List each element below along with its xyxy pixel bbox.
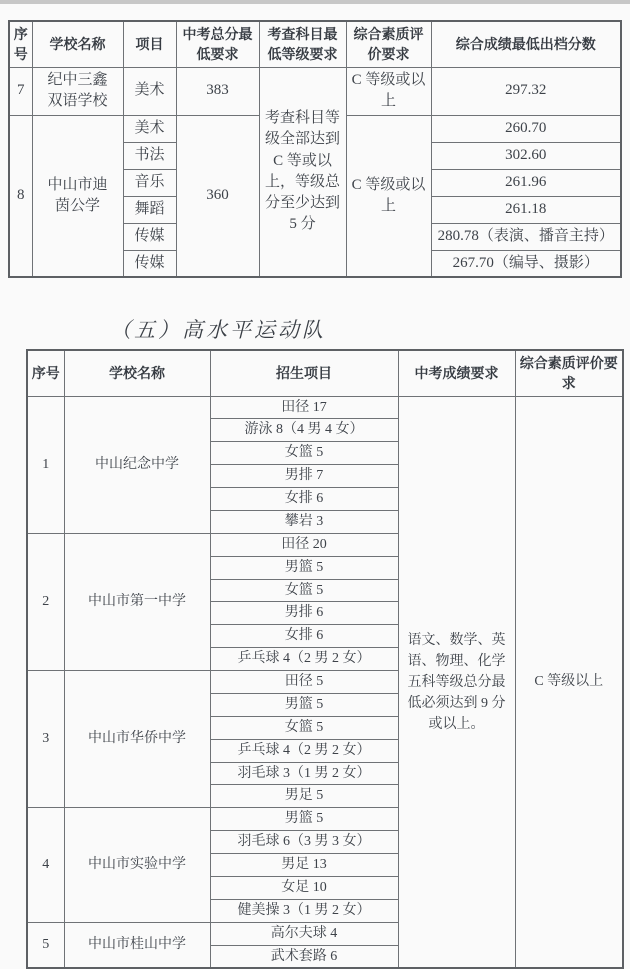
quality-cell: C 等级或以上 bbox=[346, 67, 431, 115]
sports-teams-table bbox=[26, 349, 624, 969]
min-filing-cell: 261.18 bbox=[431, 196, 621, 223]
recruit-item-cell: 乒乓球 4（2 男 2 女） bbox=[210, 648, 398, 671]
project-cell: 传媒 bbox=[123, 223, 176, 250]
recruit-item-cell: 男篮 5 bbox=[210, 556, 398, 579]
serial-cell: 1 bbox=[27, 396, 64, 533]
col-header-project: 项目 bbox=[123, 21, 176, 67]
min-filing-cell: 267.70（编导、摄影） bbox=[431, 250, 621, 277]
school-cell: 中山市迪茵公学 bbox=[32, 115, 123, 277]
project-cell: 舞蹈 bbox=[123, 196, 176, 223]
recruit-item-cell: 攀岩 3 bbox=[210, 510, 398, 533]
min-total-cell: 383 bbox=[176, 67, 259, 115]
school-cell: 中山市实验中学 bbox=[64, 808, 210, 922]
recruit-item-cell: 乒乓球 4（2 男 2 女） bbox=[210, 739, 398, 762]
recruit-item-cell: 男排 6 bbox=[210, 602, 398, 625]
project-cell: 书法 bbox=[123, 142, 176, 169]
exam-score-requirement-cell: 语文、数学、英语、物理、化学五科等级总分最低必须达到 9 分或以上。 bbox=[398, 396, 515, 968]
recruit-item-cell: 女足 10 bbox=[210, 876, 398, 899]
serial-cell: 2 bbox=[27, 533, 64, 670]
table2-header-row bbox=[27, 350, 623, 396]
recruit-item-cell: 女篮 5 bbox=[210, 442, 398, 465]
col-header-school: 学校名称 bbox=[64, 350, 210, 396]
recruit-item-cell: 男足 5 bbox=[210, 785, 398, 808]
col-header-serial: 序号 bbox=[27, 350, 64, 396]
col-header-min-total: 中考总分最低要求 bbox=[176, 21, 259, 67]
serial-cell: 4 bbox=[27, 808, 64, 922]
min-filing-cell: 297.32 bbox=[431, 67, 621, 115]
project-cell: 传媒 bbox=[123, 250, 176, 277]
recruit-item-cell: 女排 6 bbox=[210, 625, 398, 648]
recruit-item-cell: 高尔夫球 4 bbox=[210, 922, 398, 945]
section-title: （五）高水平运动队 bbox=[110, 318, 326, 342]
recruit-item-cell: 田径 5 bbox=[210, 671, 398, 694]
quality-requirement-cell: C 等级以上 bbox=[515, 396, 623, 968]
school-cell: 中山市华侨中学 bbox=[64, 671, 210, 808]
recruit-item-cell: 武术套路 6 bbox=[210, 945, 398, 968]
recruit-item-cell: 健美操 3（1 男 2 女） bbox=[210, 899, 398, 922]
min-filing-cell: 302.60 bbox=[431, 142, 621, 169]
school-cell: 中山市第一中学 bbox=[64, 533, 210, 670]
page-top-edge bbox=[0, 0, 630, 4]
col-header-serial: 序号 bbox=[9, 21, 32, 67]
min-filing-cell: 280.78（表演、播音主持） bbox=[431, 223, 621, 250]
col-header-exam-grade: 考查科目最低等级要求 bbox=[259, 21, 346, 67]
recruit-item-cell: 羽毛球 3（1 男 2 女） bbox=[210, 762, 398, 785]
recruit-item-cell: 田径 17 bbox=[210, 396, 398, 419]
school-cell: 纪中三鑫双语学校 bbox=[32, 67, 123, 115]
col-header-school: 学校名称 bbox=[32, 21, 123, 67]
school-cell: 中山纪念中学 bbox=[64, 396, 210, 533]
project-cell: 美术 bbox=[123, 115, 176, 142]
col-header-quality: 综合素质评价要求 bbox=[515, 350, 623, 396]
exam-subject-requirement-cell: 考查科目等级全部达到 C 等或以上，等级总分至少达到 5 分 bbox=[259, 67, 346, 277]
project-cell: 音乐 bbox=[123, 169, 176, 196]
table-row bbox=[27, 396, 623, 419]
quality-cell: C 等级或以上 bbox=[346, 115, 431, 277]
recruit-item-cell: 男足 13 bbox=[210, 854, 398, 877]
recruit-item-cell: 男排 7 bbox=[210, 465, 398, 488]
arts-admission-table bbox=[8, 20, 622, 278]
min-filing-cell: 260.70 bbox=[431, 115, 621, 142]
col-header-exam-score: 中考成绩要求 bbox=[398, 350, 515, 396]
min-filing-cell: 261.96 bbox=[431, 169, 621, 196]
table-row bbox=[9, 67, 621, 115]
recruit-item-cell: 女篮 5 bbox=[210, 579, 398, 602]
school-cell: 中山市桂山中学 bbox=[64, 922, 210, 968]
col-header-min-filing: 综合成绩最低出档分数 bbox=[431, 21, 621, 67]
project-cell: 美术 bbox=[123, 67, 176, 115]
recruit-item-cell: 女篮 5 bbox=[210, 716, 398, 739]
serial-cell: 8 bbox=[9, 115, 32, 277]
recruit-item-cell: 女排 6 bbox=[210, 488, 398, 511]
col-header-recruit-project: 招生项目 bbox=[210, 350, 398, 396]
recruit-item-cell: 游泳 8（4 男 4 女） bbox=[210, 419, 398, 442]
col-header-quality: 综合素质评价要求 bbox=[346, 21, 431, 67]
recruit-item-cell: 田径 20 bbox=[210, 533, 398, 556]
recruit-item-cell: 男篮 5 bbox=[210, 808, 398, 831]
serial-cell: 3 bbox=[27, 671, 64, 808]
recruit-item-cell: 羽毛球 6（3 男 3 女） bbox=[210, 831, 398, 854]
min-total-cell: 360 bbox=[176, 115, 259, 277]
recruit-item-cell: 男篮 5 bbox=[210, 693, 398, 716]
serial-cell: 7 bbox=[9, 67, 32, 115]
serial-cell: 5 bbox=[27, 922, 64, 968]
table1-header-row bbox=[9, 21, 621, 67]
